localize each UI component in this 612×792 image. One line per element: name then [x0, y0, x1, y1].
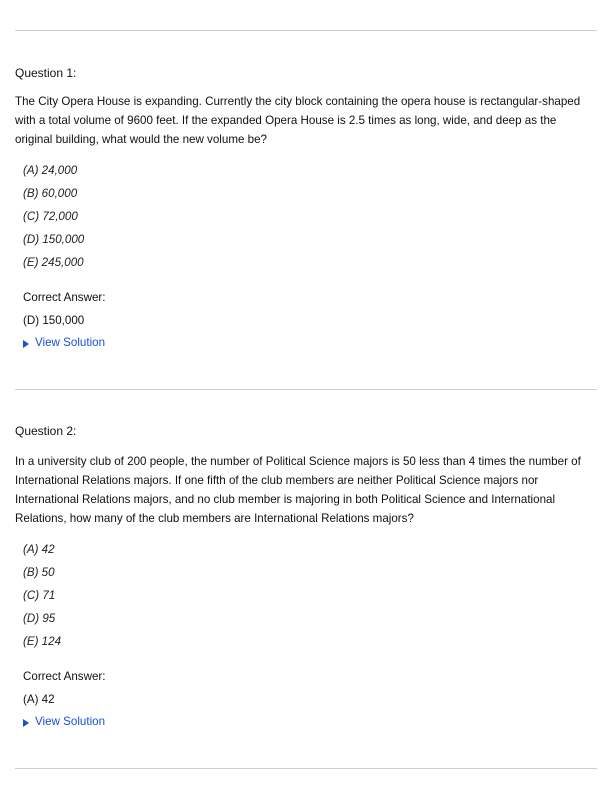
correct-answer-label: Correct Answer: — [23, 670, 106, 683]
option-a: (A) 24,000 — [23, 164, 78, 177]
view-solution-label: View Solution — [35, 336, 106, 349]
question-1-text: The City Opera House is expanding. Currently the city block containing the opera house is rectangular-shaped with a total volume of 9600 feet. If the expanded Opera House is 2.5 times as long, wide, and deep as the original building, what would the new volume be? — [15, 95, 581, 146]
question-2-text: In a university club of 200 people, the number of Political Science majors is 50 less than 4 times the number of International Relations majors. If one fifth of the club members are neither Political Science majors nor International Relations majors, and no club member is majoring in both Political Science and International Relations, how many of the club members are International Relations majors? — [15, 455, 581, 525]
option-d: (D) 95 — [23, 612, 56, 625]
correct-answer-value: (A) 42 — [23, 693, 55, 706]
option-b: (B) 50 — [23, 566, 55, 579]
option-d: (D) 150,000 — [23, 233, 85, 246]
option-b: (B) 60,000 — [23, 187, 78, 200]
option-e: (E) 124 — [23, 635, 62, 648]
correct-answer-label: Correct Answer: — [23, 291, 106, 304]
view-solution-link[interactable] — [23, 336, 105, 350]
expand-triangle-icon — [23, 719, 29, 727]
option-e: (E) 245,000 — [23, 256, 84, 269]
question-2-options — [23, 538, 61, 653]
question-2-title: Question 2: — [15, 424, 77, 438]
option-c: (C) 72,000 — [23, 210, 78, 223]
view-solution-link[interactable] — [23, 715, 105, 729]
view-solution-label: View Solution — [35, 715, 106, 728]
option-c: (C) 71 — [23, 589, 56, 602]
correct-answer-value: (D) 150,000 — [23, 314, 85, 327]
question-1-options — [23, 159, 84, 274]
question-1-title: Question 1: — [15, 66, 77, 80]
option-a: (A) 42 — [23, 543, 55, 556]
divider — [15, 768, 597, 769]
divider — [15, 30, 597, 31]
expand-triangle-icon — [23, 340, 29, 348]
divider — [15, 389, 597, 390]
